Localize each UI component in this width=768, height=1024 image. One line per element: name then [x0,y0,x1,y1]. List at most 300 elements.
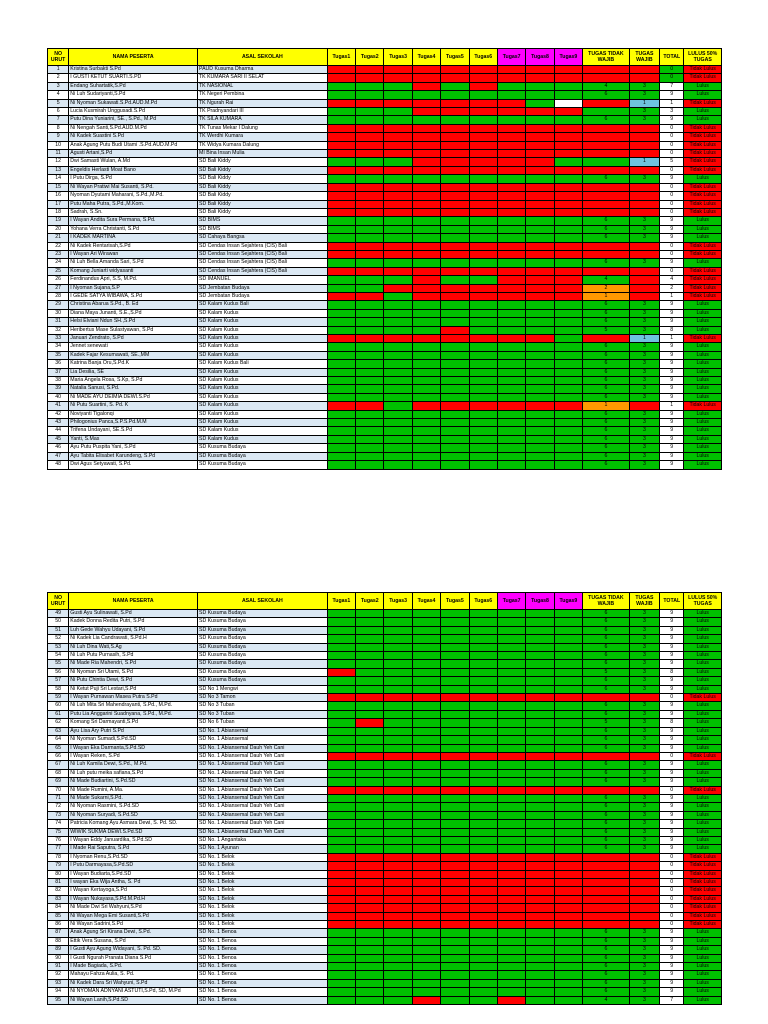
task-2-status [356,66,384,74]
total-count: 9 [660,393,684,401]
task-3-status [384,912,412,920]
task-1-status [327,200,355,208]
task-9-status [554,192,582,200]
row-number: 93 [48,979,69,987]
optional-task-count: 6 [583,811,630,819]
row-number: 61 [48,710,69,718]
task-1-status [327,836,355,844]
row-number: 3 [48,82,69,90]
row-number: 91 [48,963,69,971]
task-5-status [441,435,469,443]
task-8-status [526,124,554,132]
required-task-count [629,276,659,284]
row-number: 42 [48,410,69,418]
table-row [48,786,722,794]
participant-name: I Wayan Kertayoga,S.Pd [69,887,198,895]
pass-status: Lulus [684,845,722,853]
pass-status: Tidak Lulus [684,276,722,284]
task-4-status [412,410,440,418]
school-name: SD Kusuma Budaya [198,652,328,660]
task-4-status [412,124,440,132]
task-8-status [526,895,554,903]
task-5-status [441,99,469,107]
task-7-status [497,853,525,861]
task-3-status [384,284,412,292]
required-task-count: 3 [629,626,659,634]
task-8-status [526,276,554,284]
task-8-status [526,744,554,752]
participant-name: Putu Lia Anggarini Suadnyana, S.Pd., M.Pd. [69,710,198,718]
task-5-status [441,937,469,945]
task-4-status [412,419,440,427]
task-9-status [554,368,582,376]
school-name: SD No. 1 Abiansemal Dauh Yeh Cani [198,828,328,836]
optional-task-count [583,242,630,250]
row-number: 7 [48,116,69,124]
task-7-status [497,326,525,334]
task-9-status [554,183,582,191]
table-row [48,694,722,702]
total-count: 0 [660,904,684,912]
task-7-status [497,242,525,250]
task-9-status [554,778,582,786]
task-7-status [497,108,525,116]
task-1-status [327,192,355,200]
total-count: 9 [660,845,684,853]
optional-task-count: 6 [583,393,630,401]
pass-status: Lulus [684,234,722,242]
table-row [48,685,722,693]
total-count: 9 [660,368,684,376]
table-row [48,284,722,292]
task-8-status [526,677,554,685]
table-row [48,719,722,727]
required-task-count [629,870,659,878]
task-8-status [526,158,554,166]
task-8-status [526,351,554,359]
task-2-status [356,736,384,744]
required-task-count: 3 [629,979,659,987]
task-1-status [327,158,355,166]
task-5-status [441,444,469,452]
task-6-status [469,727,497,735]
school-name: SD No. 1 Abiansemal [198,727,328,735]
school-name: SD No. 1 Abiansemal Dauh Yeh Cani [198,744,328,752]
participant-name: Noviyanti Tigalonqi [69,410,198,418]
pass-status: Lulus [684,610,722,618]
school-name: SD Bali Kiddy [198,192,328,200]
task-2-status [356,385,384,393]
required-task-count: 1 [629,99,659,107]
task-6-status [469,719,497,727]
task-6-status [469,811,497,819]
task-4-status [412,794,440,802]
task-5-status [441,91,469,99]
optional-task-count: 6 [583,626,630,634]
task-5-status [441,761,469,769]
school-name: SD Kalam Kudus [198,309,328,317]
row-number: 28 [48,292,69,300]
task-4-status [412,250,440,258]
task-9-status [554,74,582,82]
table-row [48,116,722,124]
task-3-status [384,694,412,702]
task-3-status [384,794,412,802]
task-3-status [384,929,412,937]
total-count: 0 [660,887,684,895]
table-row [48,929,722,937]
task-6-status [469,996,497,1004]
required-task-count: 1 [629,335,659,343]
task-8-status [526,710,554,718]
school-name: SD No. 1 Abiansemal Dauh Yeh Cani [198,752,328,760]
task-6-status [469,116,497,124]
participant-name: Luh Gede Wahyu Udayani, S.Pd [69,626,198,634]
table-row [48,752,722,760]
task-3-status [384,192,412,200]
optional-task-count: 6 [583,419,630,427]
task-3-status [384,761,412,769]
school-name: TK SILA KUMARA [198,116,328,124]
task-8-status [526,979,554,987]
table-row [48,660,722,668]
pass-status: Lulus [684,461,722,469]
task-1-status [327,946,355,954]
header-tugas5: Tugas5 [441,49,469,66]
optional-task-count: 6 [583,377,630,385]
table-row [48,626,722,634]
school-name: SD Cendas Insan Sejahtera (CIS) Bali [198,259,328,267]
task-7-status [497,761,525,769]
table-row [48,175,722,183]
task-6-status [469,410,497,418]
task-1-status [327,660,355,668]
task-4-status [412,929,440,937]
table-row [48,234,722,242]
task-2-status [356,250,384,258]
task-1-status [327,652,355,660]
task-7-status [497,141,525,149]
task-2-status [356,444,384,452]
table-row [48,979,722,987]
required-task-count [629,904,659,912]
task-5-status [441,635,469,643]
task-8-status [526,82,554,90]
task-9-status [554,402,582,410]
table-row [48,292,722,300]
school-name: SD BIMS [198,217,328,225]
row-number: 53 [48,643,69,651]
table-row [48,996,722,1004]
total-count: 9 [660,769,684,777]
optional-task-count [583,904,630,912]
table-row [48,937,722,945]
table-row [48,845,722,853]
required-task-count [629,292,659,300]
task-5-status [441,828,469,836]
participant-name: Dwi Agus Setyawati, S.Pd. [69,461,198,469]
task-6-status [469,141,497,149]
task-8-status [526,912,554,920]
task-7-status [497,259,525,267]
task-8-status [526,309,554,317]
task-2-status [356,828,384,836]
task-2-status [356,769,384,777]
required-task-count: 3 [629,996,659,1004]
participant-name: I Wayan Purnawan Masea Putra S.Pd [69,694,198,702]
participant-name: Trifena Undayani, SE.S.Pd [69,427,198,435]
task-9-status [554,744,582,752]
task-3-status [384,996,412,1004]
table-row [48,744,722,752]
row-number: 12 [48,158,69,166]
task-4-status [412,74,440,82]
task-7-status [497,937,525,945]
task-9-status [554,727,582,735]
task-4-status [412,736,440,744]
task-2-status [356,402,384,410]
task-9-status [554,643,582,651]
total-count: 9 [660,427,684,435]
task-7-status [497,946,525,954]
task-8-status [526,284,554,292]
school-name: SD No. 1 Belok [198,862,328,870]
task-3-status [384,778,412,786]
optional-task-count: 6 [583,309,630,317]
task-1-status [327,610,355,618]
task-1-status [327,694,355,702]
total-count: 9 [660,702,684,710]
task-7-status [497,803,525,811]
participant-name: Gusti Ayu Sulinawati, S.Pd [69,610,198,618]
task-3-status [384,904,412,912]
table-row [48,200,722,208]
total-count: 0 [660,912,684,920]
task-1-status [327,259,355,267]
task-2-status [356,183,384,191]
row-number: 65 [48,744,69,752]
task-1-status [327,988,355,996]
task-4-status [412,702,440,710]
task-4-status [412,879,440,887]
task-3-status [384,870,412,878]
school-name: SD Jembatan Budaya [198,292,328,300]
task-5-status [441,225,469,233]
task-3-status [384,845,412,853]
task-5-status [441,752,469,760]
task-4-status [412,208,440,216]
row-number: 23 [48,250,69,258]
pass-status: Lulus [684,803,722,811]
task-2-status [356,954,384,962]
task-7-status [497,309,525,317]
task-2-status [356,963,384,971]
task-3-status [384,736,412,744]
task-7-status [497,702,525,710]
row-number: 21 [48,234,69,242]
task-3-status [384,301,412,309]
required-task-count [629,402,659,410]
row-number: 48 [48,461,69,469]
task-5-status [441,427,469,435]
task-3-status [384,326,412,334]
task-3-status [384,971,412,979]
row-number: 13 [48,166,69,174]
pass-status: Lulus [684,946,722,954]
task-3-status [384,393,412,401]
pass-status: Tidak Lulus [684,124,722,132]
task-6-status [469,82,497,90]
row-number: 73 [48,811,69,819]
task-5-status [441,150,469,158]
task-8-status [526,150,554,158]
task-6-status [469,192,497,200]
task-5-status [441,217,469,225]
required-task-count: 3 [629,937,659,945]
school-name: SD No. 1 Belok [198,870,328,878]
task-6-status [469,301,497,309]
task-9-status [554,979,582,987]
task-4-status [412,719,440,727]
required-task-count [629,124,659,132]
total-count: 9 [660,652,684,660]
pass-status: Lulus [684,643,722,651]
row-number: 1 [48,66,69,74]
task-7-status [497,343,525,351]
task-8-status [526,419,554,427]
task-3-status [384,91,412,99]
task-9-status [554,175,582,183]
task-8-status [526,921,554,929]
total-count: 9 [660,946,684,954]
task-1-status [327,895,355,903]
task-3-status [384,351,412,359]
task-9-status [554,393,582,401]
optional-task-count: 6 [583,301,630,309]
header-tugas3: Tugas3 [384,49,412,66]
task-6-status [469,326,497,334]
task-5-status [441,166,469,174]
school-name: SD No. 1 Benoa [198,996,328,1004]
task-1-status [327,761,355,769]
task-2-status [356,108,384,116]
row-number: 38 [48,377,69,385]
participant-name: Christina Abarua S.Pd., B. Ed [69,301,198,309]
school-name: PAUD Kusuma Dharma [198,66,328,74]
task-9-status [554,769,582,777]
task-9-status [554,259,582,267]
task-8-status [526,811,554,819]
task-6-status [469,921,497,929]
task-7-status [497,217,525,225]
optional-task-count [583,208,630,216]
task-1-status [327,360,355,368]
task-1-status [327,99,355,107]
participant-name: Ni Putu Chintia Dewi, S.Pd [69,677,198,685]
task-3-status [384,677,412,685]
task-8-status [526,301,554,309]
task-3-status [384,183,412,191]
total-count: 8 [660,668,684,676]
required-task-count: 3 [629,116,659,124]
task-8-status [526,208,554,216]
required-task-count: 3 [629,82,659,90]
task-7-status [497,694,525,702]
participant-name: Ni Kadek Suastini S.Pd [69,133,198,141]
task-6-status [469,862,497,870]
task-7-status [497,234,525,242]
task-4-status [412,996,440,1004]
pass-status: Lulus [684,452,722,460]
task-3-status [384,66,412,74]
participant-name: Ni Luh putu meika safiana,S.Pd [69,769,198,777]
task-1-status [327,862,355,870]
participant-name: Ni Luh Dina Wati,S.Ag [69,643,198,651]
task-7-status [497,870,525,878]
required-task-count [629,133,659,141]
task-6-status [469,335,497,343]
task-9-status [554,419,582,427]
header-tugas-wajib: TUGAS WAJIB [629,593,659,610]
optional-task-count [583,200,630,208]
table-row [48,618,722,626]
task-6-status [469,351,497,359]
task-1-status [327,870,355,878]
task-6-status [469,870,497,878]
task-9-status [554,444,582,452]
pass-status: Lulus [684,744,722,752]
participant-name: I KADEK MARTINA [69,234,198,242]
task-7-status [497,91,525,99]
task-5-status [441,702,469,710]
task-4-status [412,82,440,90]
required-task-count [629,879,659,887]
school-name: SD No. 1 Belok [198,921,328,929]
task-6-status [469,444,497,452]
table-row [48,971,722,979]
task-6-status [469,250,497,258]
required-task-count: 3 [629,988,659,996]
school-name: SD Kusuma Budaya [198,643,328,651]
task-2-status [356,618,384,626]
task-8-status [526,318,554,326]
total-count: 7 [660,996,684,1004]
task-6-status [469,368,497,376]
task-1-status [327,91,355,99]
task-4-status [412,694,440,702]
task-1-status [327,736,355,744]
task-4-status [412,677,440,685]
task-2-status [356,610,384,618]
task-4-status [412,402,440,410]
school-name: SD Kalam Kudus [198,368,328,376]
row-number: 15 [48,183,69,191]
participant-name: Yohana Verra Christanti, S.Pd [69,225,198,233]
task-5-status [441,954,469,962]
task-6-status [469,183,497,191]
task-7-status [497,811,525,819]
task-7-status [497,461,525,469]
school-name: SD Kusuma Budaya [198,635,328,643]
optional-task-count [583,887,630,895]
task-3-status [384,811,412,819]
optional-task-count: 6 [583,318,630,326]
row-number: 20 [48,225,69,233]
total-count: 9 [660,225,684,233]
table-row [48,946,722,954]
task-2-status [356,242,384,250]
required-task-count [629,694,659,702]
